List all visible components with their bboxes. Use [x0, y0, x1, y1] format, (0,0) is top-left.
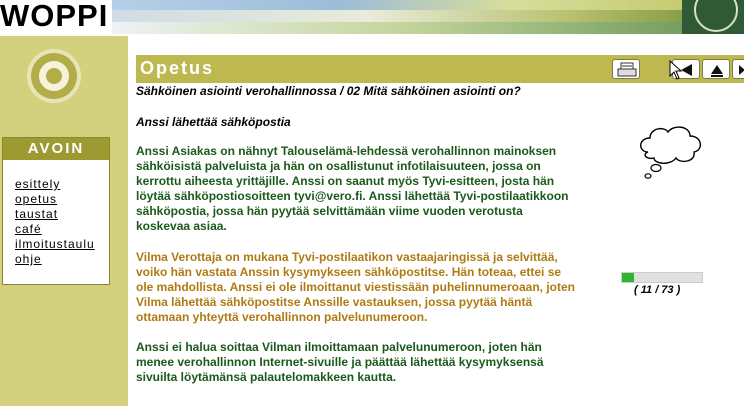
- mouse-cursor-icon: [669, 60, 683, 80]
- progress-fill: [622, 273, 634, 282]
- menu-item-opetus[interactable]: opetus: [15, 192, 58, 206]
- progress-label: ( 11 / 73 ): [634, 284, 681, 296]
- section-title: Anssi lähettää sähköpostia: [136, 115, 291, 129]
- up-arrow-icon: [703, 60, 731, 80]
- forward-arrow-icon: [733, 60, 744, 80]
- print-button[interactable]: [612, 59, 640, 79]
- print-icon: [613, 60, 641, 80]
- university-emblem-icon: [682, 0, 744, 34]
- menu-item-ohje[interactable]: ohje: [15, 252, 42, 266]
- up-button[interactable]: [702, 59, 730, 79]
- forward-button[interactable]: [732, 59, 744, 79]
- menu-item-cafe[interactable]: café: [15, 222, 42, 236]
- menu-title: AVOIN: [3, 138, 109, 160]
- navigation-menu: [2, 137, 110, 285]
- menu-item-ilmoitustaulu[interactable]: ilmoitustaulu: [15, 237, 95, 251]
- thought-bubble-icon: [634, 122, 708, 184]
- section-header: [136, 55, 744, 83]
- top-banner: [0, 0, 744, 36]
- page-title: Opetus: [140, 58, 215, 78]
- circle-logo-icon: [27, 49, 81, 103]
- breadcrumb: Sähköinen asiointi verohallinnossa / 02 Mitä sähköinen asiointi on?: [136, 84, 521, 98]
- progress-bar: [621, 272, 703, 283]
- story-paragraph-1: Anssi Asiakas on nähnyt Talouselämä-lehdessä verohallinnon mainoksen sähköisistä palveluista ja hän on osallistunut infotilaisuuteen, jossa on kerrottu aiheesta yrittäjille. Anssi on saanut myös Tyvi-esitteen, josta hän löytää sähköpostiosoitteen tyvi@vero.fi. Anssi lähettää Tyvi-postilaatikkoon sähköpostia, jossa hän pyytää selvittämään viime vuoden verotusta koskevaa asiaa.: [136, 144, 569, 233]
- story-paragraph-2: Vilma Verottaja on mukana Tyvi-postilaatikon vastaajaringissä ja selvittää, voiko hän vastata Anssin kysymykseen sähköpostitse. Hän toteaa, ettei se ole mahdollista. Anssi ei ole ilmoittanut viestissään puhelinnumeroaan, joten Vilma lähettää sähköpostitse Anssille vastauksen, jossa pyytää häntä ottamaan yhteyttä verohallinnon palvelunumeroon.: [136, 250, 575, 324]
- banner-stripes: [112, 0, 682, 34]
- woppi-logo: WOPPI: [0, 0, 109, 33]
- story-paragraph-3: Anssi ei halua soittaa Vilman ilmoittamaan palvelunumeroon, joten hän menee verohallinnon Internet-sivuille ja päättää lähettää kysymyksensä sivuilta löytämänsä palautelomakkeen kautta.: [136, 340, 544, 384]
- menu-item-esittely[interactable]: esittely: [15, 177, 61, 191]
- menu-item-taustat[interactable]: taustat: [15, 207, 59, 221]
- left-sidebar: [0, 36, 128, 406]
